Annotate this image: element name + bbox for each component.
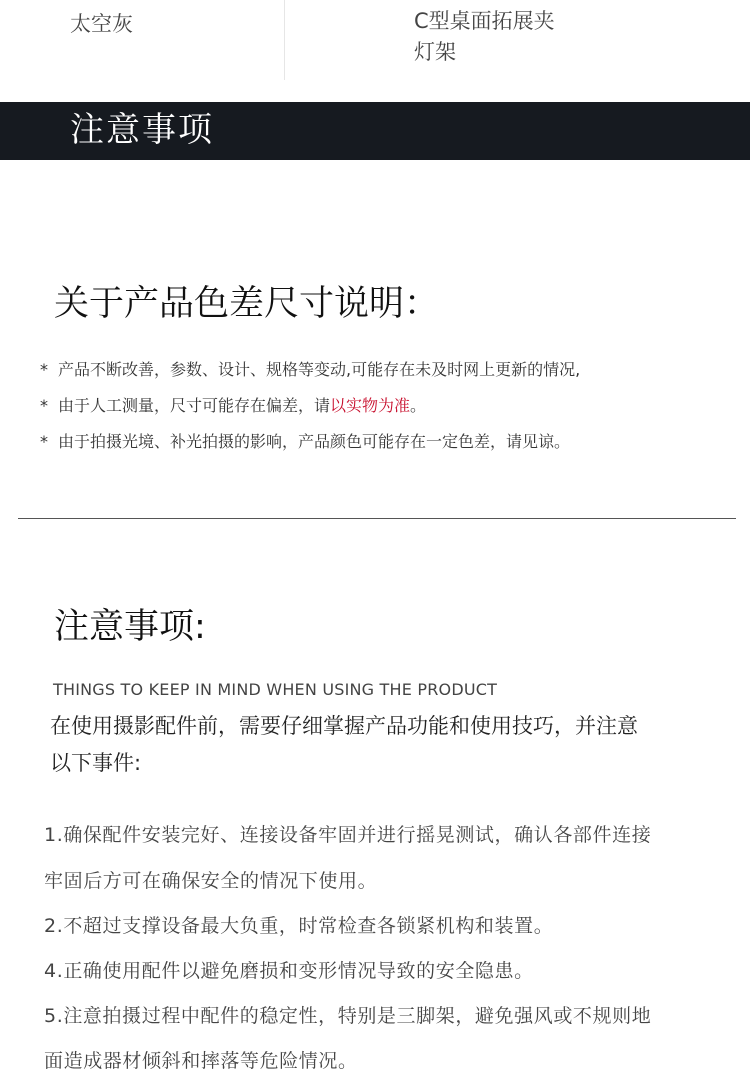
note-text: 产品不断改善，参数、设计、规格等变动,可能存在未及时网上更新的情况, xyxy=(58,360,581,379)
precaution-line: 5.注意拍摄过程中配件的稳定性，特别是三脚架，避免强风或不规则地 xyxy=(44,1005,652,1027)
note-highlight: 以实物为准 xyxy=(330,396,411,415)
precautions-intro xyxy=(50,708,730,782)
precaution-line: 1.确保配件安装完好、连接设备牢固并进行摇晃测试，确认各部件连接 xyxy=(44,824,652,846)
precaution-line: 2.不超过支撑设备最大负重，时常检查各锁紧机构和装置。 xyxy=(44,915,554,937)
precaution-line: 面造成器材倾斜和摔落等危险情况。 xyxy=(44,1050,358,1072)
precaution-line: 牢固后方可在确保安全的情况下使用。 xyxy=(44,870,378,892)
note-item xyxy=(40,358,580,382)
color-note-heading: 关于产品色差尺寸说明： xyxy=(54,284,440,324)
note-item xyxy=(40,430,570,454)
product-name-line-1: C型桌面拓展夹 xyxy=(414,9,555,33)
section-divider xyxy=(18,518,736,519)
note-text: 由于人工测量，尺寸可能存在偏差，请 xyxy=(58,396,331,415)
precautions-subtitle: THINGS TO KEEP IN MIND WHEN USING THE PRODUCT xyxy=(53,680,498,699)
banner-title: 注意事项 xyxy=(70,110,214,150)
intro-line: 在使用摄影配件前，需要仔细掌握产品功能和使用技巧，并注意 xyxy=(50,714,638,738)
bullet-star: * xyxy=(40,360,48,379)
intro-line: 以下事件: xyxy=(50,751,142,775)
precaution-line: 4.正确使用配件以避免磨损和变形情况导致的安全隐患。 xyxy=(44,960,534,982)
note-tail: 。 xyxy=(410,396,427,415)
bullet-star: * xyxy=(40,396,48,415)
product-name-line-2: 灯架 xyxy=(414,40,456,64)
note-text: 由于拍摄光境、补光拍摄的影响，产品颜色可能存在一定色差，请见谅。 xyxy=(58,432,571,451)
bullet-star: * xyxy=(40,432,48,451)
column-divider xyxy=(284,0,285,80)
product-name-value xyxy=(414,6,584,68)
note-item xyxy=(40,394,426,418)
precautions-heading: 注意事项: xyxy=(54,607,206,647)
color-spec-value: 太空灰 xyxy=(70,12,133,36)
